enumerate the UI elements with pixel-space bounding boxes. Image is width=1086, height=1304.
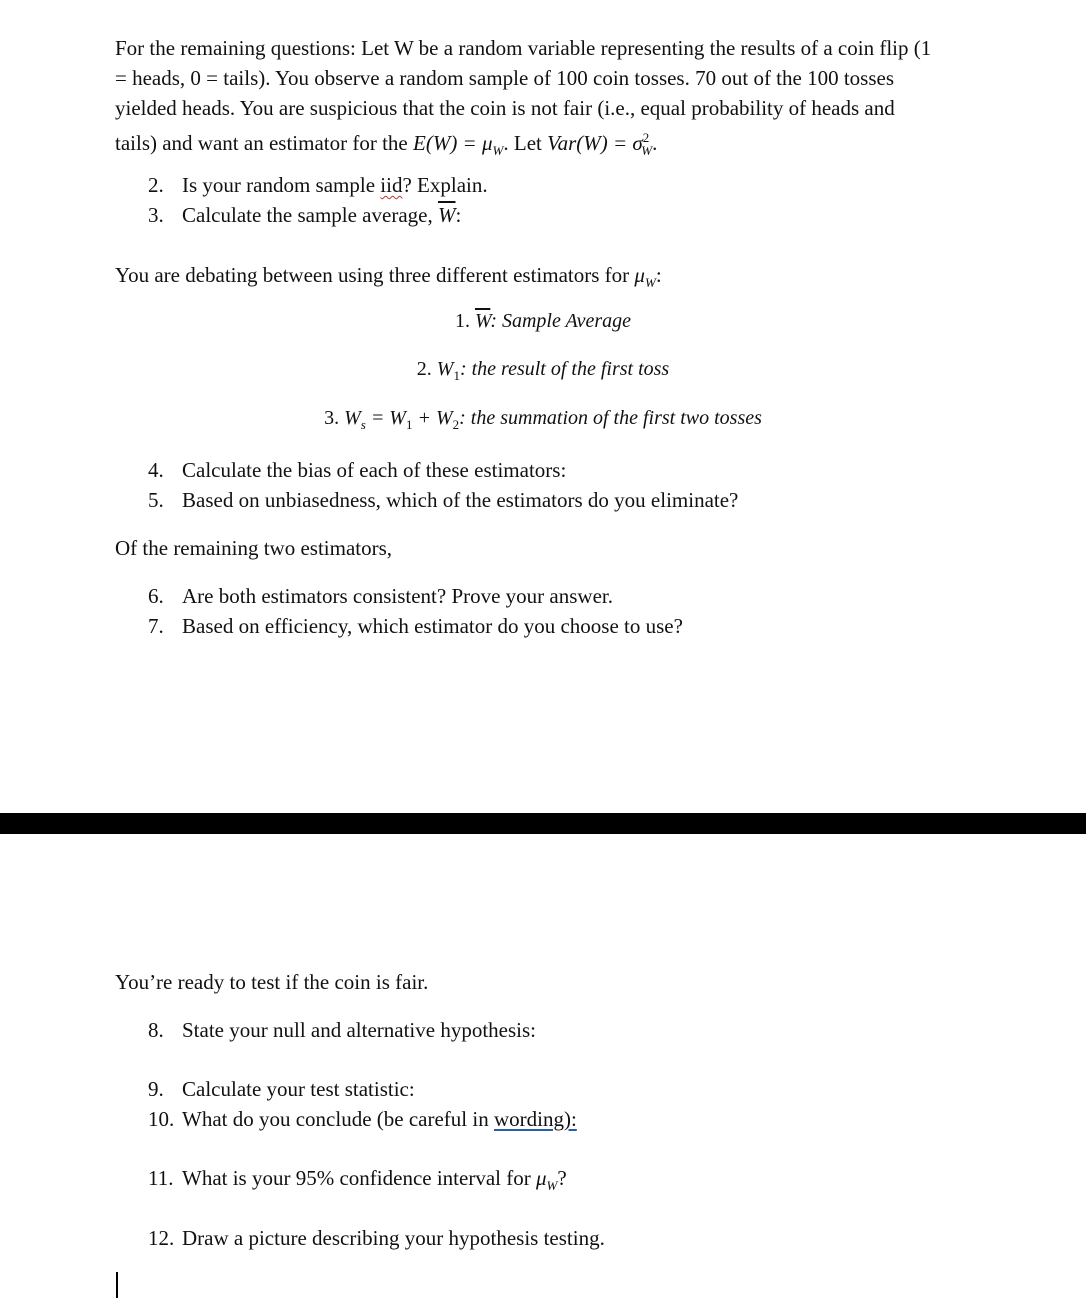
- question-text-end: ? Explain.: [402, 173, 488, 197]
- question-text-end: :: [455, 203, 462, 227]
- question-12: [148, 1223, 1028, 1253]
- estimator-text: : Sample Average: [490, 310, 632, 332]
- question-11: [148, 1163, 1028, 1201]
- question-text: What is your 95% confidence interval for: [182, 1166, 536, 1190]
- question-text-end: ?: [557, 1166, 567, 1190]
- estimator-plus: + W: [412, 407, 453, 429]
- estimator-subscript-1: 1: [405, 417, 413, 432]
- variance-superscript: 2: [642, 130, 650, 145]
- estimator-text: : the summation of the first two tosses: [459, 407, 762, 429]
- question-number: 2.: [148, 173, 164, 197]
- question-text: Calculate your test statistic:: [182, 1077, 415, 1101]
- question-text: Based on unbiasedness, which of the estimators do you eliminate?: [182, 488, 739, 512]
- question-number: 6.: [148, 584, 164, 608]
- variance-subscript: W: [641, 143, 653, 159]
- variance-math: Var(W) = σ: [547, 131, 643, 155]
- question-5: [148, 485, 1028, 515]
- estimator-1: [0, 310, 1086, 333]
- intro-paragraph: [115, 33, 995, 166]
- question-number: 8.: [148, 1018, 164, 1042]
- estimator-math: W: [436, 358, 454, 380]
- question-number: 3.: [148, 203, 164, 227]
- question-number: 5.: [148, 488, 164, 512]
- intro-line-3: yielded heads. You are suspicious that the coin is not fair (i.e., equal probability of heads and: [115, 96, 895, 120]
- mu-math: μ: [535, 1166, 547, 1190]
- question-number: 7.: [148, 614, 164, 638]
- estimator-2: [0, 358, 1086, 384]
- estimator-subscript-2: 2: [452, 417, 460, 432]
- w-bar-math: $\overline{W}$: [437, 203, 456, 227]
- debate-end: :: [655, 263, 662, 287]
- question-2: [148, 170, 1028, 200]
- remaining-paragraph: Of the remaining two estimators,: [115, 536, 393, 560]
- mu-subscript: W: [546, 1178, 558, 1194]
- text-cursor[interactable]: [116, 1272, 118, 1298]
- question-text: Based on efficiency, which estimator do you choose to use?: [182, 614, 683, 638]
- intro-line-4-mid: . Let: [503, 131, 548, 155]
- question-number: 4.: [148, 458, 164, 482]
- ready-paragraph: You’re ready to test if the coin is fair.: [115, 970, 429, 994]
- question-7: [148, 611, 1028, 641]
- question-text: Calculate the bias of each of these estimators:: [182, 458, 567, 482]
- estimator-math: $\overline{W}$: [474, 310, 491, 332]
- estimator-3: [0, 407, 1086, 433]
- intro-line-4-text: tails) and want an estimator for the: [115, 131, 413, 155]
- estimator-text: : the result of the first toss: [459, 358, 670, 380]
- estimator-number: 2.: [416, 358, 437, 380]
- question-text: State your null and alternative hypothesis:: [182, 1018, 537, 1042]
- question-number: 9.: [148, 1077, 164, 1101]
- question-number: 10.: [148, 1107, 175, 1131]
- question-6: [148, 581, 1028, 611]
- question-text: Are both estimators consistent? Prove your answer.: [182, 584, 613, 608]
- mu-math: μ: [634, 263, 645, 287]
- debate-text: You are debating between using three different estimators for: [115, 263, 635, 287]
- intro-line-4: [115, 123, 995, 166]
- question-text: Calculate the sample average,: [182, 203, 438, 227]
- estimator-math: W: [344, 407, 361, 429]
- estimator-subscript: s: [360, 417, 366, 432]
- expectation-subscript: W: [492, 143, 504, 159]
- estimator-number: 1.: [454, 310, 475, 332]
- question-number: 11.: [148, 1166, 174, 1190]
- intro-line-4-end: .: [652, 131, 658, 155]
- question-8: [148, 1015, 1028, 1045]
- estimator-subscript: 1: [453, 368, 460, 383]
- question-text: What do you conclude (be careful in: [182, 1107, 494, 1131]
- mu-subscript: W: [644, 275, 656, 291]
- question-4: [148, 455, 1028, 485]
- intro-line-1: For the remaining questions: Let W be a random variable representing the results of a coin flip (1: [115, 36, 932, 60]
- question-9: [148, 1074, 1028, 1104]
- question-text: Is your random sample: [182, 173, 381, 197]
- question-number: 12.: [148, 1226, 175, 1250]
- question-text: Draw a picture describing your hypothesis testing.: [182, 1226, 605, 1250]
- intro-line-2: = heads, 0 = tails). You observe a random sample of 100 coin tosses. 70 out of the 100 tosses: [115, 66, 895, 90]
- question-10: [148, 1104, 1028, 1134]
- debate-paragraph: [115, 260, 995, 298]
- expectation-math: E(W) = μ: [413, 131, 493, 155]
- question-3: [148, 200, 1028, 230]
- underlined-word: wording):: [493, 1107, 577, 1131]
- spellcheck-word: iid: [380, 173, 403, 197]
- page-break-bar: [0, 813, 1086, 834]
- estimator-number: 3.: [324, 407, 345, 429]
- estimator-eq: = W: [365, 407, 406, 429]
